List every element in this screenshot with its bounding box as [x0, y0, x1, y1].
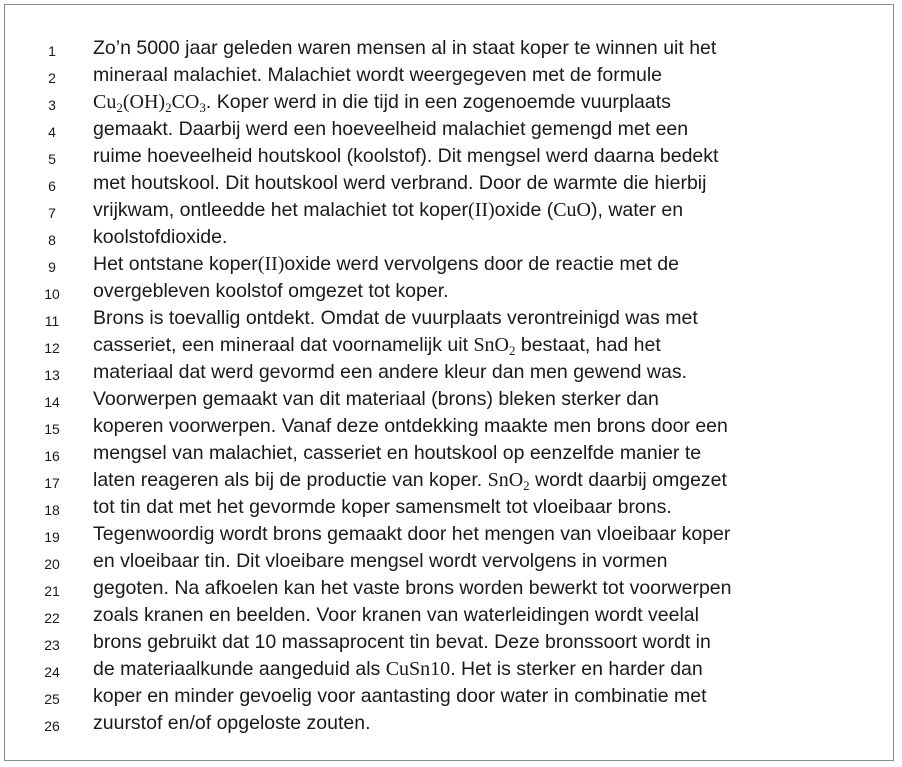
text-line	[5, 710, 895, 737]
line-text: zoals kranen en beelden. Voor kranen van waterleidingen wordt veelal	[93, 604, 699, 626]
text-line	[5, 656, 895, 683]
line-number: 16	[44, 448, 60, 464]
line-text: koper en minder gevoelig voor aantasting door water in combinatie met	[93, 685, 707, 707]
text-line	[5, 683, 895, 710]
line-number: 8	[48, 232, 56, 248]
text-line	[5, 575, 895, 602]
text-line	[5, 305, 895, 332]
line-text: met houtskool. Dit houtskool werd verbrand. Door de warmte die hierbij	[93, 172, 707, 194]
line-number: 4	[48, 124, 56, 140]
formula-cusn10: CuSn10	[385, 658, 451, 680]
line-number: 5	[48, 151, 56, 167]
text-line	[5, 332, 895, 359]
formula-sno2: SnO$_2$	[473, 334, 516, 358]
line-text: Het ontstane koper(II)oxide werd vervolgens door de reactie met de	[93, 253, 679, 275]
line-text: laten reageren als bij de productie van koper. SnO$_2$ wordt daarbij omgezet	[93, 469, 727, 493]
line-number: 22	[44, 610, 60, 626]
text-line	[5, 467, 895, 494]
line-text: Voorwerpen gemaakt van dit materiaal (brons) bleken sterker dan	[93, 388, 659, 410]
line-text: mineraal malachiet. Malachiet wordt weergegeven met de formule	[93, 64, 663, 86]
line-number: 24	[44, 664, 60, 680]
text-frame	[4, 4, 894, 761]
line-text: $Cu_2(OH)_2CO_3$. Koper werd in die tijd in een zogenoemde vuurplaats	[93, 91, 671, 115]
line-number: 25	[44, 691, 60, 707]
line-text: vrijkwam, ontleedde het malachiet tot koper(II)oxide (CuO), water en	[93, 199, 684, 221]
text-line	[5, 521, 895, 548]
roman-numeral: (II)	[468, 199, 495, 221]
line-number: 20	[44, 556, 60, 572]
line-text: gegoten. Na afkoelen kan het vaste brons worden bewerkt tot voorwerpen	[93, 577, 732, 599]
line-number: 2	[48, 70, 56, 86]
line-text: en vloeibaar tin. Dit vloeibare mengsel wordt vervolgens in vormen	[93, 550, 668, 572]
line-number: 14	[44, 394, 60, 410]
formula-malachite: $Cu_2(OH)_2CO_3$	[93, 91, 206, 115]
text-line	[5, 602, 895, 629]
text-line	[5, 494, 895, 521]
formula-sno2: SnO$_2$	[487, 469, 530, 493]
line-number: 23	[44, 637, 60, 653]
text-line	[5, 278, 895, 305]
line-text: overgebleven koolstof omgezet tot koper.	[93, 280, 449, 302]
line-number: 7	[48, 205, 56, 221]
text-line	[5, 440, 895, 467]
line-number: 3	[48, 97, 56, 113]
line-number: 13	[44, 367, 60, 383]
text-line	[5, 359, 895, 386]
line-number: 12	[44, 340, 60, 356]
line-text: Brons is toevallig ontdekt. Omdat de vuurplaats verontreinigd was met	[93, 307, 698, 329]
roman-numeral: (II)	[257, 253, 285, 275]
text-line	[5, 35, 895, 62]
formula-cuo: CuO	[553, 199, 591, 221]
text-line	[5, 170, 895, 197]
line-number: 11	[44, 313, 60, 329]
line-text: mengsel van malachiet, casseriet en houtskool op eenzelfde manier te	[93, 442, 702, 464]
text-line	[5, 548, 895, 575]
line-number: 1	[48, 43, 56, 59]
line-text: ruime hoeveelheid houtskool (koolstof). Dit mengsel werd daarna bedekt	[93, 145, 719, 167]
line-text: de materiaalkunde aangeduid als CuSn10. Het is sterker en harder dan	[93, 658, 703, 680]
text-line	[5, 62, 895, 89]
line-text: casseriet, een mineraal dat voornamelijk uit SnO$_2$ bestaat, had het	[93, 334, 661, 358]
text-line	[5, 89, 895, 116]
line-number: 26	[44, 718, 60, 734]
line-text: brons gebruikt dat 10 massaprocent tin bevat. Deze bronssoort wordt in	[93, 631, 711, 653]
text-line	[5, 251, 895, 278]
line-number: 15	[44, 421, 60, 437]
line-number: 9	[48, 259, 56, 275]
text-line	[5, 629, 895, 656]
line-text: materiaal dat werd gevormd een andere kleur dan men gewend was.	[93, 361, 688, 383]
line-number: 18	[44, 502, 60, 518]
line-number: 21	[44, 583, 60, 599]
line-text: koperen voorwerpen. Vanaf deze ontdekking maakte men brons door een	[93, 415, 728, 437]
line-text: koolstofdioxide.	[93, 226, 228, 248]
line-text: Tegenwoordig wordt brons gemaakt door het mengen van vloeibaar koper	[93, 523, 731, 545]
text-line	[5, 386, 895, 413]
text-line	[5, 413, 895, 440]
text-line	[5, 197, 895, 224]
text-line	[5, 116, 895, 143]
line-number: 10	[44, 286, 60, 302]
text-line	[5, 143, 895, 170]
line-text: tot tin dat met het gevormde koper samensmelt tot vloeibaar brons.	[93, 496, 672, 518]
line-text: gemaakt. Daarbij werd een hoeveelheid malachiet gemengd met een	[93, 118, 689, 140]
line-number: 6	[48, 178, 56, 194]
line-number: 19	[44, 529, 60, 545]
text-line	[5, 224, 895, 251]
line-text: Zo’n 5000 jaar geleden waren mensen al in staat koper te winnen uit het	[93, 37, 717, 59]
line-text: zuurstof en/of opgeloste zouten.	[93, 712, 371, 734]
line-number: 17	[44, 475, 60, 491]
